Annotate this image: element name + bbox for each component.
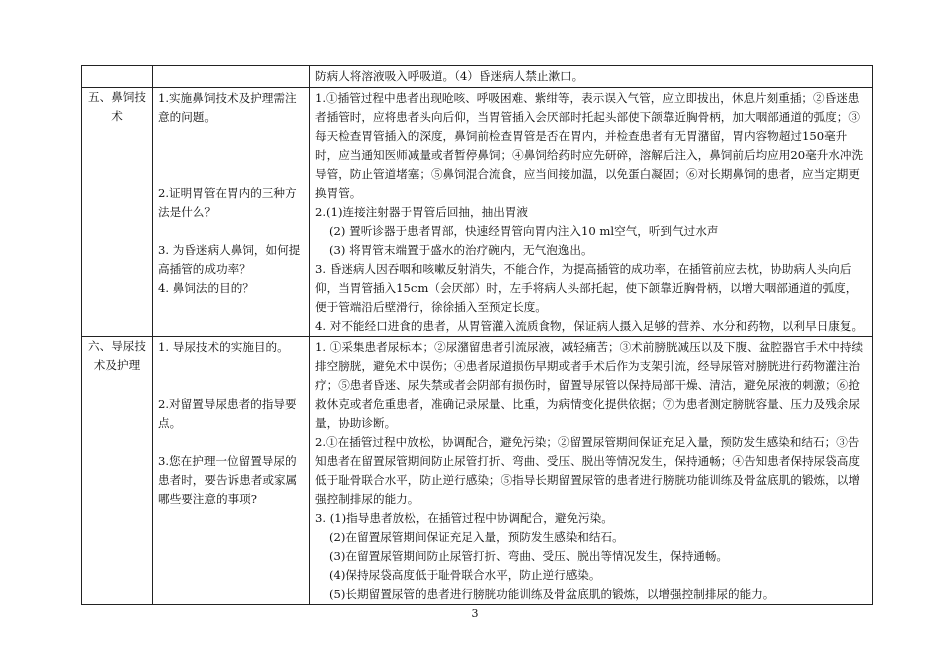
topic-cell <box>82 66 153 88</box>
topic-cell: 六、导尿技术及护理 <box>82 337 153 605</box>
answer-text: 防病人将溶液吸入呼吸道。（4）昏迷病人禁止漱口。 <box>315 69 584 83</box>
question-text: 1. 导尿技术的实施目的。 <box>158 340 289 354</box>
answer-text: 2.①在插管过程中放松，协调配合，避免污染；②留置尿管期间保证充足入量，预防发生感染和结石；③告知患者在留置尿管期间防止尿管打折、弯曲、受压、脱出等情况发生，保持通畅；④告知患者保持尿袋高度低于耻骨联合水平，防止逆行感染；⑤指导长期留置尿管的患者进行膀胱功能训练及骨盆底肌的锻炼，以增强控制排尿的能力。 <box>315 435 860 506</box>
answer-cell <box>310 88 873 337</box>
answer-text: 2.(1)连接注射器于胃管后回抽，抽出胃液 <box>315 205 528 219</box>
answer-text: 3. 昏迷病人因吞咽和咳嗽反射消失，不能合作，为提高插管的成功率，在插管前应去枕，协助病人头向后仰，当胃管插入15cm（会厌部）时，左手将病人头部托起，使下颌靠近胸骨柄，以增大咽部通道的弧度，便于管端沿后壁滑行，徐徐插入至预定长度。 <box>315 262 858 314</box>
question-text: 3.您在护理一位留置导尿的患者时，要告诉患者或家属哪些要注意的事项? <box>158 454 298 506</box>
question-text: 2.对留置导尿患者的指导要点。 <box>158 397 297 430</box>
question-cell <box>153 66 310 88</box>
answer-text: 4. 对不能经口进食的患者，从胃管灌入流质食物，保证病人摄入足够的营养、水分和药物，以利早日康复。 <box>315 319 864 333</box>
question-text: 1.实施鼻饲技术及护理需注意的问题。 <box>158 91 297 124</box>
answer-text: (3) 将胃管末端置于盛水的治疗碗内，无气泡逸出。 <box>329 243 593 257</box>
answer-text: (2)在留置尿管期间保证充足入量，预防发生感染和结石。 <box>329 530 624 544</box>
question-cell <box>153 88 310 337</box>
answer-text: 1. ①采集患者尿标本；②尿潴留患者引流尿液，减轻痛苦；③术前膀胱减压以及下腹、盆腔器官手术中持续排空膀胱，避免术中误伤；④患者尿道损伤早期或者手术后作为支架引流，经导尿管对膀胱进行药物灌注治疗；⑤患者昏迷、尿失禁或者会阴部有损伤时，留置导尿管以保持局部干燥、清洁，避免尿液的刺激；⑥抢救休克或者危重患者，准确记录尿量、比重，为病情变化提供依据；⑦为患者测定膀胱容量、压力及残余尿量，协助诊断。 <box>315 340 864 430</box>
question-cell <box>153 337 310 605</box>
answer-text: (2) 置听诊器于患者胃部，快速经胃管向胃内注入10 ml空气，听到气过水声 <box>329 224 719 238</box>
answer-cell <box>310 66 873 88</box>
answer-cell <box>310 337 873 605</box>
answer-text: (4)保持尿袋高度低于耻骨联合水平，防止逆行感染。 <box>329 568 601 582</box>
topic-cell: 五、鼻饲技术 <box>82 88 153 337</box>
table-row <box>82 337 873 605</box>
table-row <box>82 66 873 88</box>
question-text: 4. 鼻饲法的目的？ <box>158 281 254 295</box>
answer-text: 3. (1)指导患者放松，在插管过程中协调配合，避免污染。 <box>315 511 613 525</box>
answer-text: (5)长期留置尿管的患者进行膀胱功能训练及骨盆底肌的锻炼，以增强控制排尿的能力。 <box>329 587 775 601</box>
question-text: 2.证明胃管在胃内的三种方法是什么？ <box>158 186 297 219</box>
answer-text: (3)在留置尿管期间防止尿管打折、弯曲、受压、脱出等情况发生，保持通畅。 <box>329 549 729 563</box>
answer-text: 1.①插管过程中患者出现呛咳、呼吸困难、紫绀等，表示误入气管，应立即拔出，休息片刻重插；②昏迷患者插管时，应将患者头向后仰，当胃管插入会厌部时托起头部使下颌靠近胸骨柄，加大咽部通道的弧度；③每天检查胃管插入的深度，鼻饲前检查胃管是否在胃内，并检查患者有无胃潴留，胃内容物超过150毫升时，应当通知医师减量或者暂停鼻饲；④鼻饲给药时应先研碎，溶解后注入，鼻饲前后均应用20毫升水冲洗导管，防止管道堵塞；⑤鼻饲混合流食，应当间接加温，以免蛋白凝固；⑥对长期鼻饲的患者，应当定期更换胃管。 <box>315 91 864 200</box>
question-text: 3. 为昏迷病人鼻饲，如何提高插管的成功率？ <box>158 243 301 276</box>
table-row <box>82 88 873 337</box>
page-number: 3 <box>471 607 479 620</box>
content-table <box>81 65 873 605</box>
